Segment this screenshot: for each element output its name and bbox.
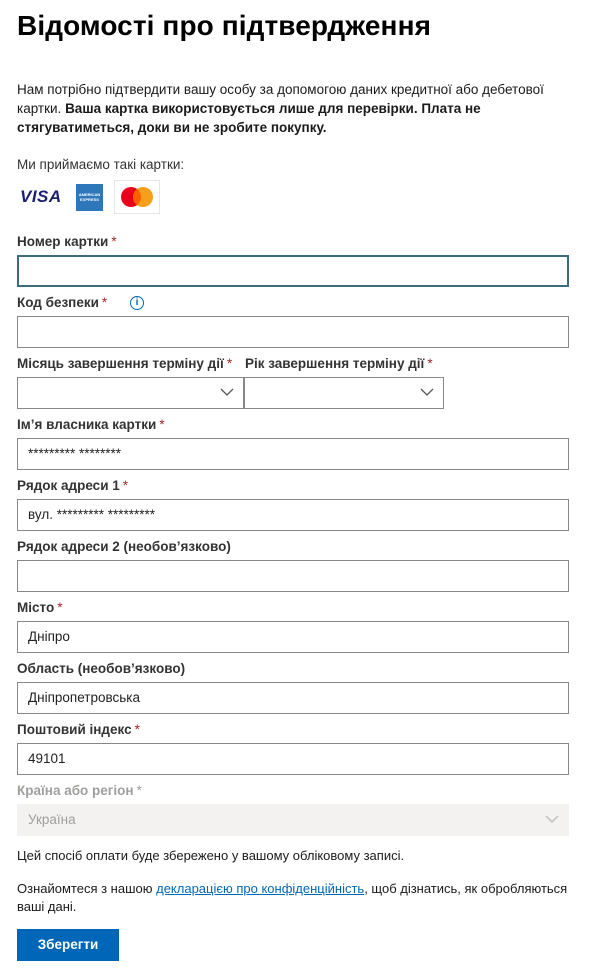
region-label: Область (необов’язково) bbox=[17, 661, 186, 676]
card-number-label: Номер картки * bbox=[17, 234, 117, 249]
city-input[interactable]: Дніпро bbox=[17, 621, 569, 653]
mastercard-logo bbox=[114, 180, 160, 214]
exp-month-select[interactable] bbox=[17, 377, 244, 409]
security-code-label: Код безпеки * bbox=[17, 295, 108, 310]
exp-year-select[interactable] bbox=[244, 377, 444, 409]
postal-input[interactable]: 49101 bbox=[17, 743, 569, 775]
security-code-input[interactable] bbox=[17, 316, 569, 348]
chevron-down-icon bbox=[220, 387, 234, 397]
accepted-cards-label: Ми приймаємо такі картки: bbox=[17, 157, 185, 172]
address1-label: Рядок адреси 1 * bbox=[17, 478, 129, 493]
intro-text: Нам потрібно підтвердити вашу особу за допомогою даних кредитної або дебетової картки. Ваша картка використовується лише для перевірки. Плата не стягуватиметься, доки ви не зробите покупку. bbox=[17, 82, 544, 135]
city-label: Місто * bbox=[17, 600, 63, 615]
visa-logo: VISA bbox=[17, 180, 65, 214]
address2-label: Рядок адреси 2 (необов’язково) bbox=[17, 539, 231, 554]
save-button[interactable]: Зберегти bbox=[17, 929, 119, 961]
privacy-note: Ознайомтеся з нашою декларацією про конфіденційність, щоб дізнатись, як обробляються ваші дані. bbox=[17, 881, 568, 914]
exp-month-label: Місяць завершення терміну дії * bbox=[17, 356, 233, 371]
postal-label: Поштовий індекс * bbox=[17, 722, 140, 737]
page-title: Відомості про підтвердження bbox=[17, 10, 432, 41]
chevron-down-icon bbox=[545, 814, 559, 824]
exp-year-label: Рік завершення терміну дії * bbox=[245, 356, 433, 371]
info-icon[interactable]: i bbox=[130, 296, 144, 310]
privacy-link[interactable]: декларацією про конфіденційність bbox=[156, 881, 365, 896]
address2-input[interactable] bbox=[17, 560, 569, 592]
address1-input[interactable]: вул. ********* ********* bbox=[17, 499, 569, 531]
cardholder-label: Ім’я власника картки * bbox=[17, 417, 165, 432]
cardholder-input[interactable]: ********* ******** bbox=[17, 438, 569, 470]
region-input[interactable]: Дніпропетровська bbox=[17, 682, 569, 714]
country-select: Україна bbox=[17, 804, 569, 836]
intro-bold: Ваша картка використовується лише для перевірки. Плата не стягуватиметься, доки ви не зробите покупку. bbox=[17, 101, 481, 135]
amex-logo: AMERICAN EXPRESS bbox=[71, 180, 109, 214]
country-label: Країна або регіон * bbox=[17, 783, 142, 798]
card-number-input[interactable] bbox=[17, 255, 569, 287]
saved-note: Цей спосіб оплати буде збережено у вашому обліковому записі. bbox=[17, 848, 405, 863]
chevron-down-icon bbox=[420, 387, 434, 397]
